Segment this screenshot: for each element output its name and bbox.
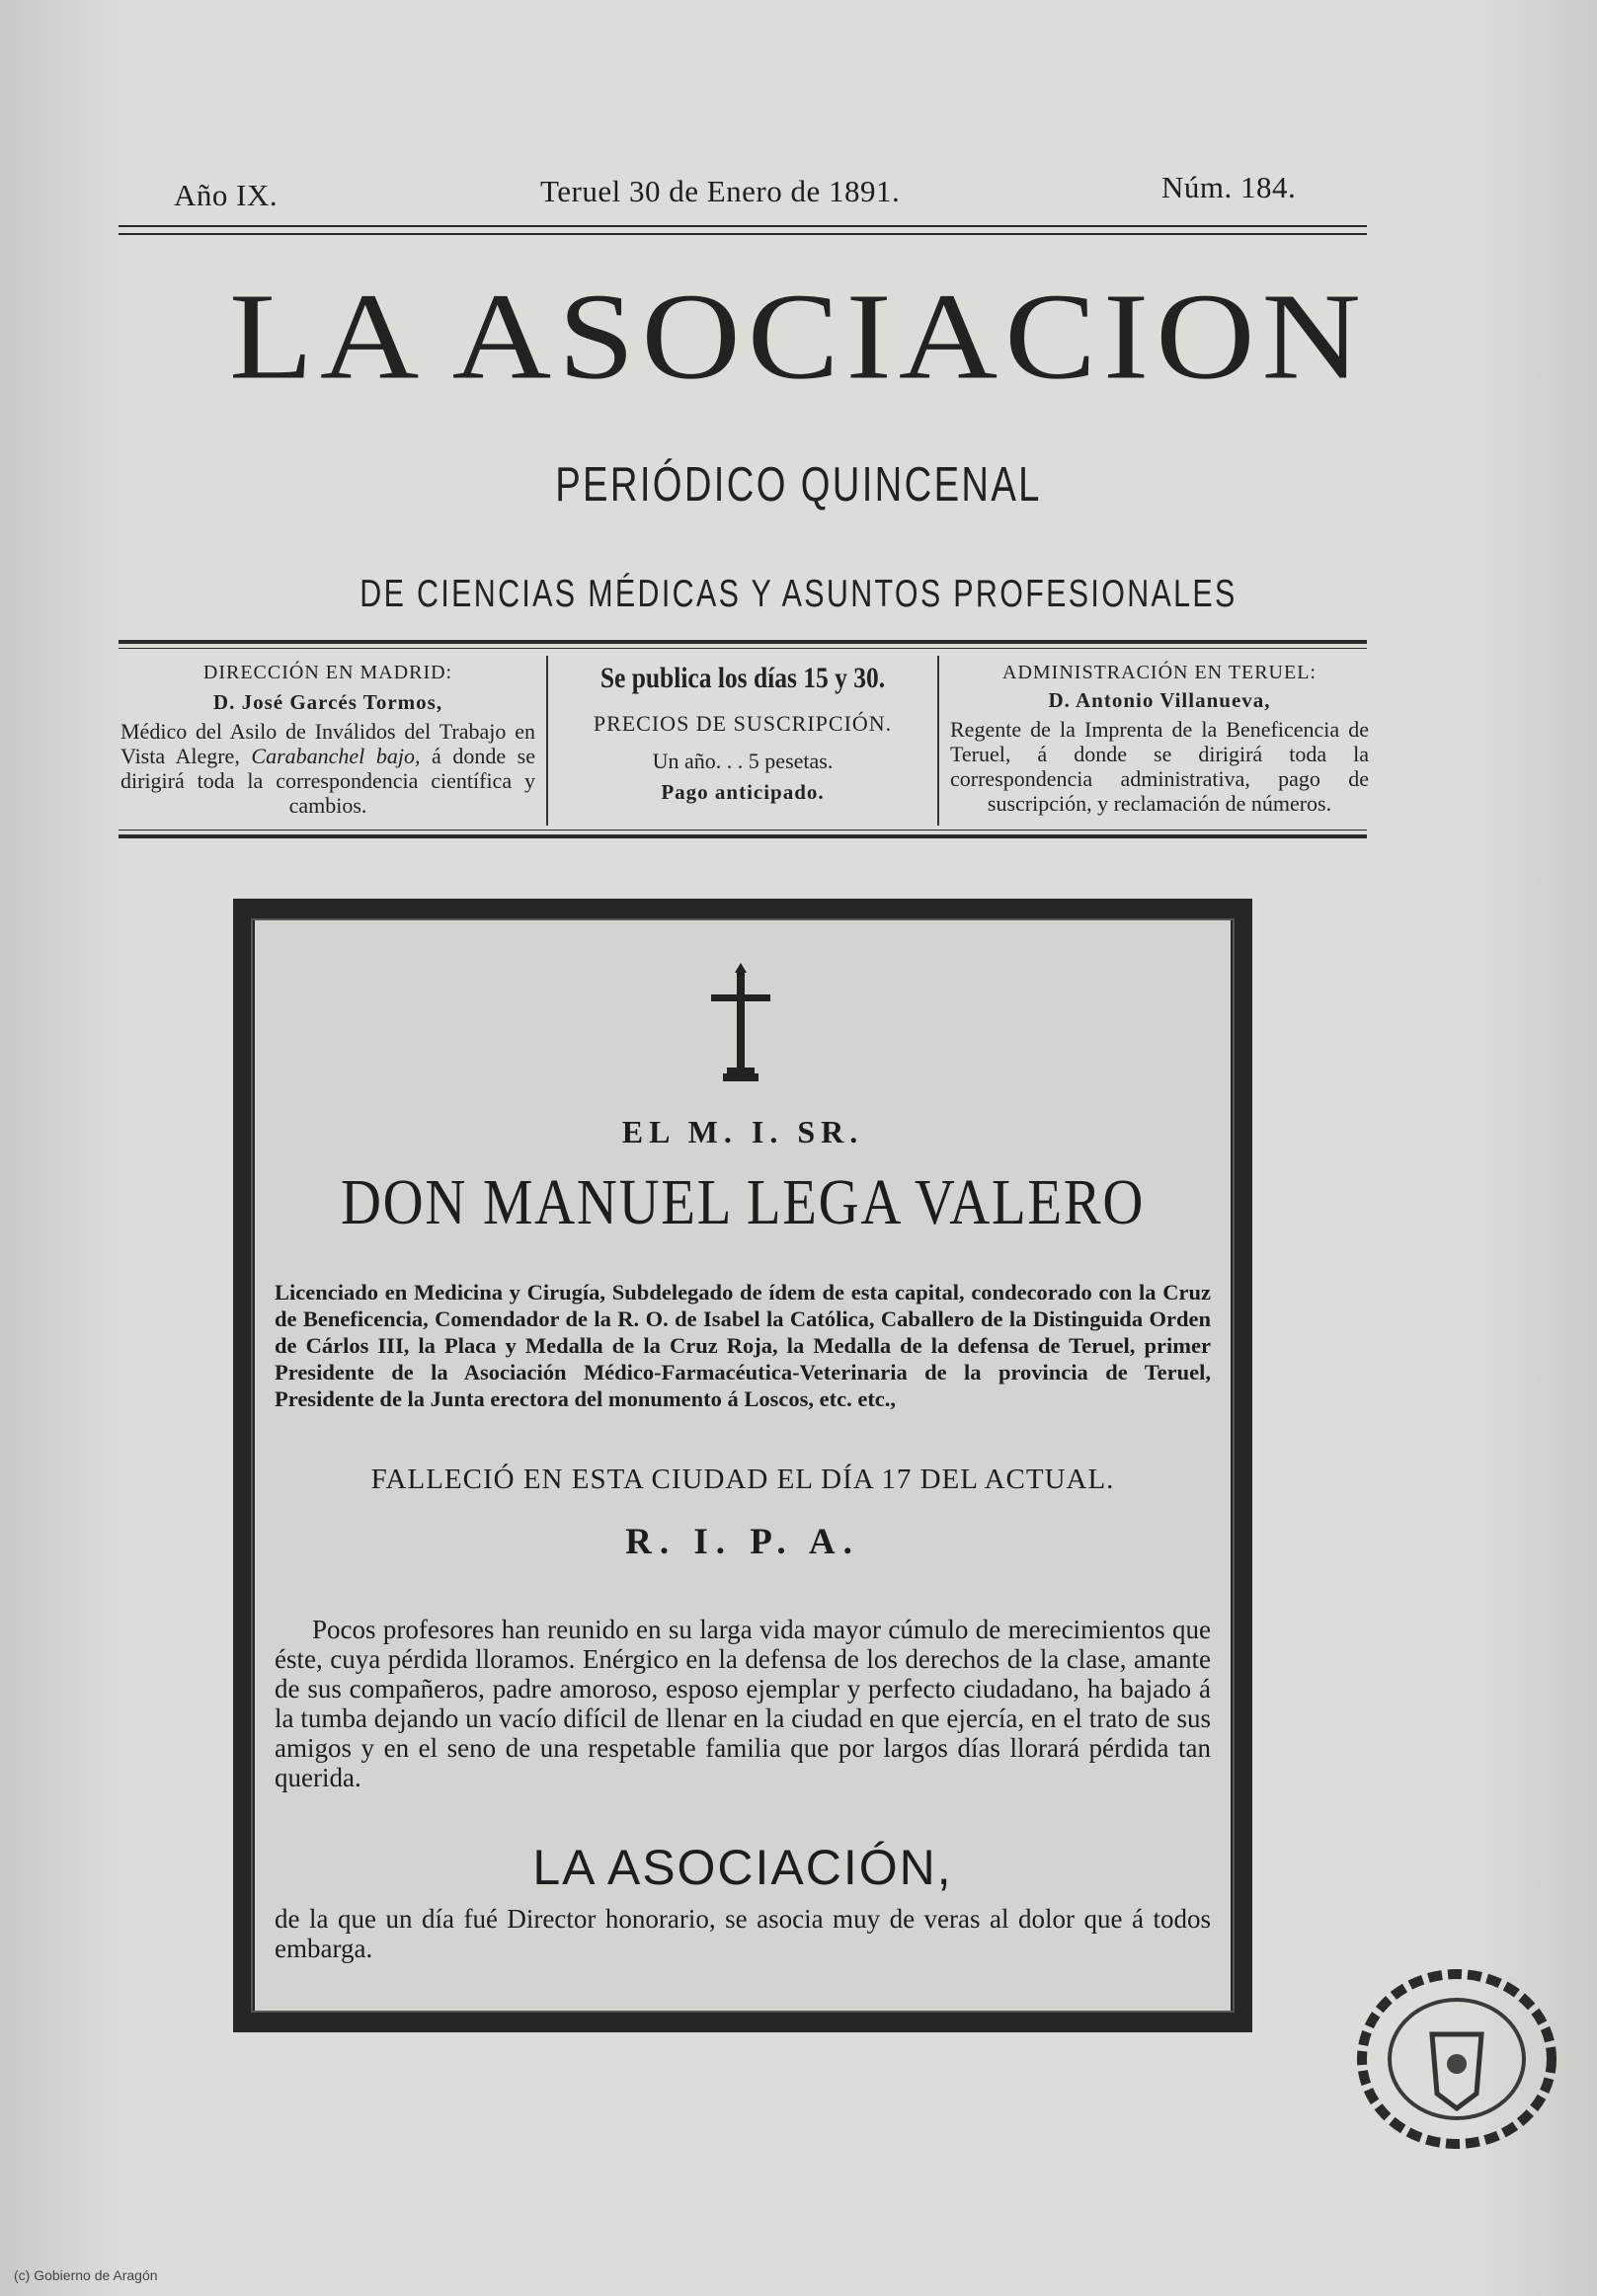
madrid-text-before: Médico del Asilo de Inválidos del Trabajo en Vista Alegre, (120, 719, 535, 768)
teruel-administrator-name: D. Antonio Villanueva, (1048, 688, 1271, 712)
madrid-director-name: D. José Garcés Tormos, (212, 690, 443, 714)
issue-year: Año IX. (174, 178, 279, 212)
obituary-signature-text: de la que un día fué Director honorario, se asocia muy de veras al dolor que á todos embarga. (275, 1904, 1211, 1963)
teruel-address-text: Regente de la Imprenta de la Beneficencia de Teruel, á donde se dirigirá toda la correspondencia administrativa, pago de suscripción, y reclamación de números. (950, 717, 1369, 816)
cross-icon (701, 963, 780, 1091)
header-rule-bottom (119, 233, 1367, 235)
copyright-notice: (c) Gobierno de Aragón (14, 2267, 158, 2283)
prices-heading: PRECIOS DE SUSCRIPCIÓN. (593, 711, 893, 736)
info-rule-top-thin (119, 648, 1367, 649)
obituary-signature: LA ASOCIACIÓN, (532, 1840, 953, 1895)
newspaper-subtitle-topics: DE CIENCIAS MÉDICAS Y ASUNTOS PROFESIONALES (359, 573, 1238, 615)
payment-terms: Pago anticipado. (661, 780, 825, 804)
deceased-name: DON MANUEL LEGA VALERO (340, 1166, 1146, 1238)
teruel-heading: ADMINISTRACIÓN EN TERUEL: (1002, 662, 1317, 683)
publication-days: Se publica los días 15 y 30. (599, 662, 886, 694)
madrid-text-italic: Carabanchel bajo, (251, 744, 421, 768)
deceased-biography: Licenciado en Medicina y Cirugía, Subdelegado de ídem de esta capital, condecorado con la Cruz de Beneficencia, Comendador de la R. O. de Isabel la Católica, Caballero de la Distinguida Orden de Cárlos III, la Placa y Medalla de la Cruz Roja, la Medalla de la defensa de Teruel, primer Presidente de la Asociación Médico-Farmacéutica-Veterinaria de la provincia de Teruel, Presidente de la Junta erectora del monumento á Loscos, etc. etc., (275, 1280, 1211, 1411)
madrid-heading: DIRECCIÓN EN MADRID: (202, 662, 453, 683)
info-column-teruel (950, 662, 1369, 816)
obituary-body: Pocos profesores han reunido en su larga vida mayor cúmulo de merecimientos que éste, cuya pérdida lloramos. Enérgico en la defensa de los derechos de la clase, amante de sus compañeros, padre amoroso, esposo ejemplar y perfecto ciudadano, ha bajado á la tumba dejando un vacío difícil de llenar en la ciudad en que ejercía, en el trato de sus amigos y en el seno de una respetable familia que por largos días llorará pérdida tan querida. (275, 1615, 1211, 1792)
library-stamp-icon (1353, 1965, 1560, 2153)
info-column-madrid (120, 662, 535, 818)
obituary-honorific: EL M. I. SR. (621, 1114, 864, 1149)
newspaper-title: LA ASOCIACION (229, 268, 1368, 406)
info-column-prices (553, 662, 932, 805)
info-separator-left (546, 656, 548, 826)
madrid-address-text (120, 719, 535, 818)
info-rule-top (119, 640, 1367, 644)
issue-place-date: Teruel 30 de Enero de 1891. (540, 174, 901, 208)
madrid-text-after: á donde se dirigirá toda la correspondencia científica y cambios. (120, 744, 535, 818)
newspaper-subtitle: PERIÓDICO QUINCENAL (555, 458, 1042, 512)
info-rule-bottom-thin (119, 830, 1367, 831)
issue-number: Núm. 184. (1161, 170, 1297, 204)
info-separator-right (937, 656, 939, 826)
ripa-text: R. I. P. A. (625, 1522, 860, 1562)
price-year: Un año. . . 5 pesetas. (652, 749, 834, 773)
info-rule-bottom (119, 834, 1367, 838)
header-rule-top (119, 225, 1367, 227)
death-announcement: FALLECIÓ EN ESTA CIUDAD EL DÍA 17 DEL ACTUAL. (370, 1464, 1115, 1495)
